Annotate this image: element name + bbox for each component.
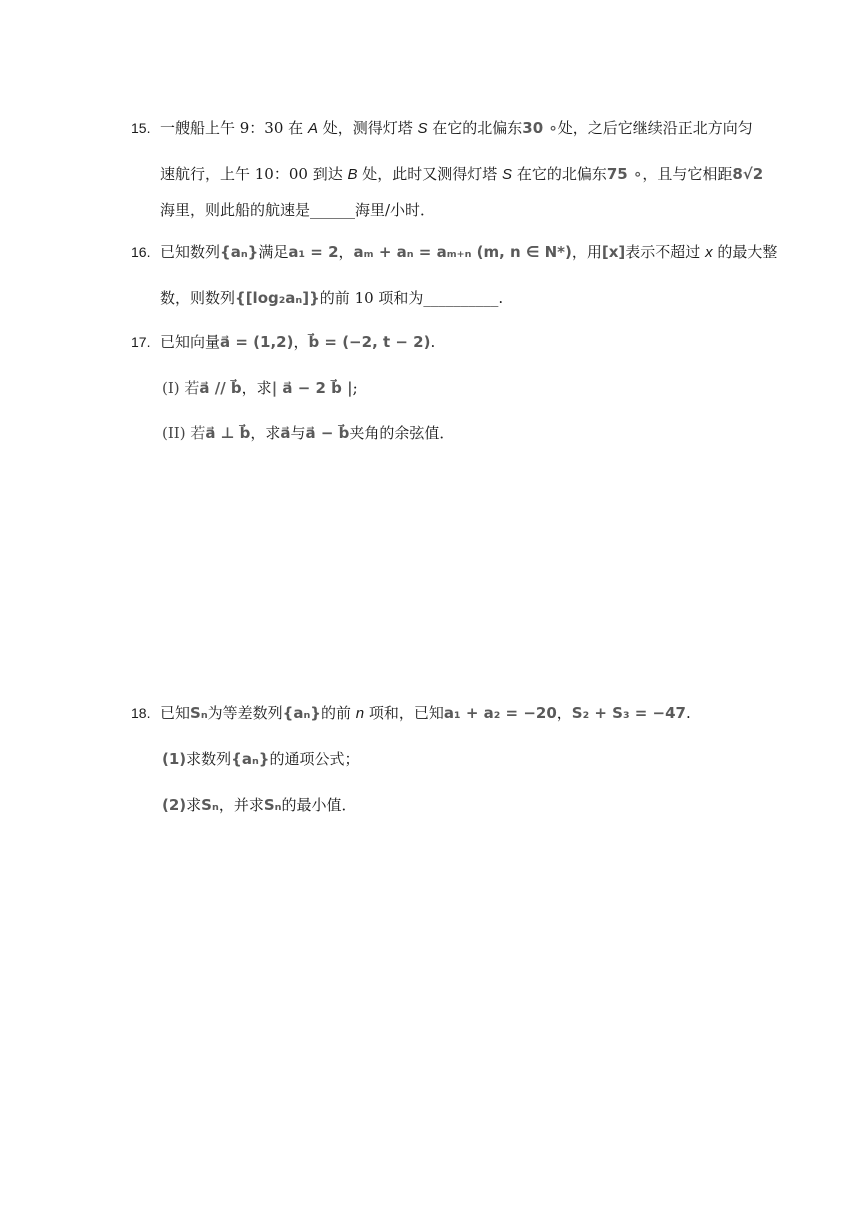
problem-15-line-2: 速航行，上午 10：00 到达 B 处，此时又测得灯塔 S 在它的北偏东75 ∘，且与它相距8√2: [160, 165, 764, 183]
problem-17-part-1: (I) 若a⃗ // b⃗，求| a⃗ − 2 b⃗ |;: [162, 379, 358, 397]
problem-16-line-1: 已知数列{aₙ}满足a₁ = 2，aₘ + aₙ = aₘ₊ₙ (m, n ∈ N*)，用[x]表示不超过 x 的最大整: [160, 243, 778, 261]
problem-16-number: 16.: [131, 244, 151, 260]
problem-16-line-2: 数，则数列{[log₂aₙ]}的前 10 项和为__________.: [160, 289, 504, 307]
problem-15-line-3: 海里，则此船的航速是______海里/小时．: [160, 201, 436, 219]
problem-15-number: 15.: [131, 120, 151, 136]
problem-18-number: 18.: [131, 705, 151, 721]
problem-18-part-2: (2)求Sₙ，并求Sₙ的最小值．: [162, 796, 357, 814]
problem-18-line-1: 已知Sₙ为等差数列{aₙ}的前 n 项和，已知a₁ + a₂ = −20，S₂ + S₃ = −47.: [160, 704, 691, 722]
problem-15-line-1: 一艘船上午 9：30 在 A 处，测得灯塔 S 在它的北偏东30 ∘处，之后它继续沿正北方向匀: [160, 119, 753, 137]
problem-17-number: 17.: [131, 334, 151, 350]
problem-17-line-1: 已知向量a⃗ = (1,2)，b⃗ = (−2, t − 2).: [160, 333, 436, 351]
problem-17-part-2: (II) 若a⃗ ⊥ b⃗，求a⃗与a⃗ − b⃗夹角的余弦值．: [162, 424, 455, 442]
problem-18-part-1: (1)求数列{aₙ}的通项公式；: [162, 750, 360, 768]
